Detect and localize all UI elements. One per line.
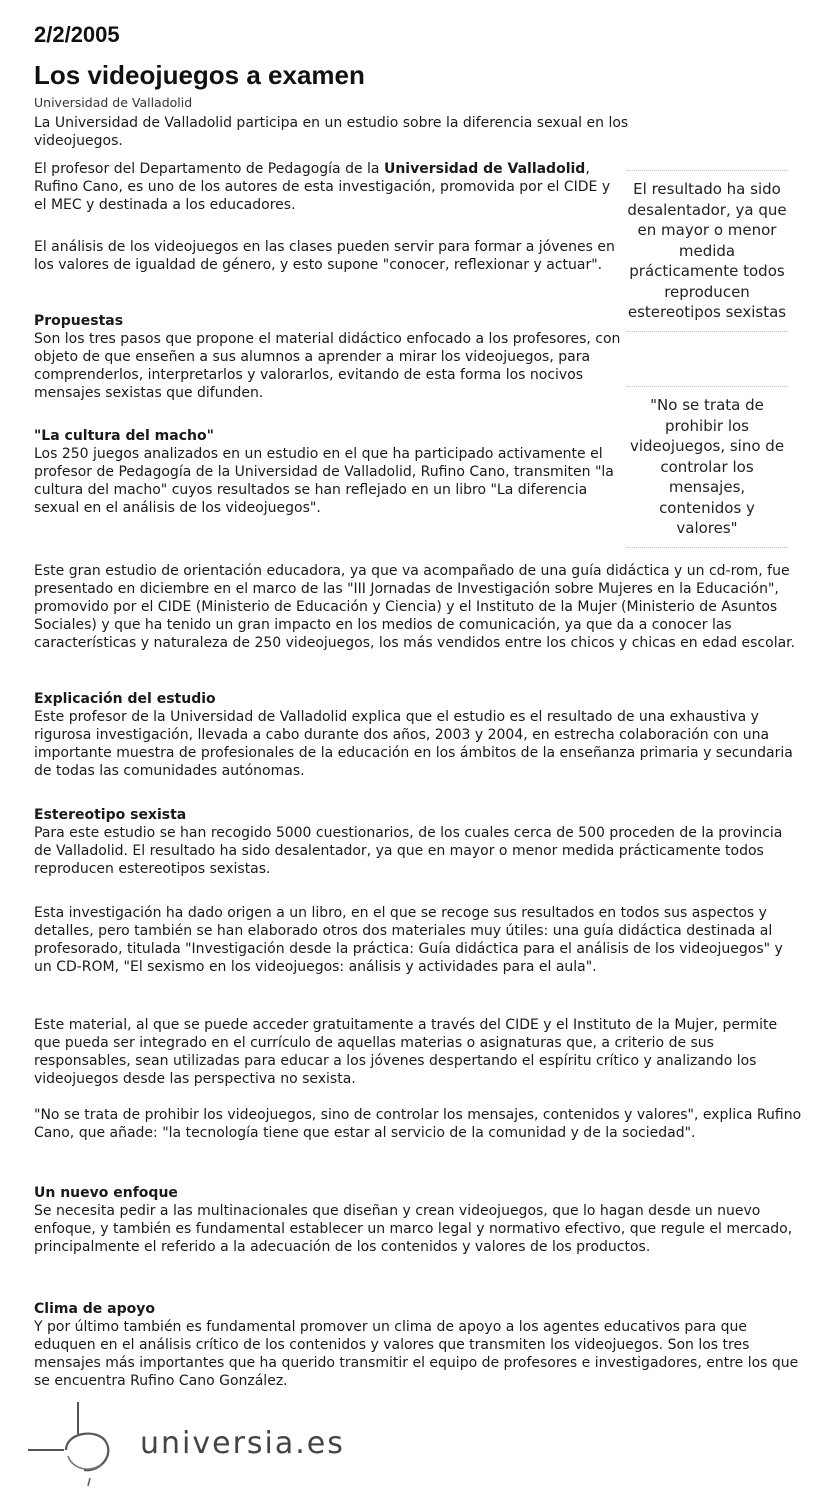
section-heading: Clima de apoyo bbox=[34, 1301, 156, 1317]
section-nuevo-enfoque bbox=[34, 1184, 804, 1256]
section-heading: Estereotipo sexista bbox=[34, 807, 187, 823]
intro-text-end: , Rufino Cano, es uno de los autores de esta investigación, promovida por el CIDE y el MEC y destinada a los educadores. bbox=[34, 161, 611, 213]
universia-logo-text: universia.es bbox=[140, 1426, 345, 1461]
quote-paragraph: "No se trata de prohibir los videojuegos, sino de controlar los mensajes, contenidos y valores", explica Rufino Cano, que añade: "la tecnología tiene que estar al servicio de la comunidad y de la sociedad". bbox=[34, 1107, 802, 1141]
section-heading: Un nuevo enfoque bbox=[34, 1185, 178, 1201]
article-lead: La Universidad de Valladolid participa en un estudio sobre la diferencia sexual en los videojuegos. bbox=[34, 115, 629, 149]
section-heading: "La cultura del macho" bbox=[34, 428, 214, 444]
article-date: 2/2/2005 bbox=[34, 22, 120, 47]
section-heading: Propuestas bbox=[34, 313, 124, 329]
section-explicacion bbox=[34, 690, 804, 780]
section-body: Los 250 juegos analizados en un estudio en el que ha participado activamente el profesor de Pedagogía de la Universidad de Valladolid, Rufino Cano, transmiten "la cultura del macho" cuyos resultados se han reflejado en un libro "La diferencia sexual en el análisis de los videojuegos". bbox=[34, 446, 614, 516]
article-source: Universidad de Valladolid bbox=[34, 95, 193, 110]
study-paragraph: Este gran estudio de orientación educadora, ya que va acompañado de una guía didáctica y un cd-rom, fue presentado en diciembre en el marco de las "III Jornadas de Investigación sobre Mujeres en la Educación", promovido por el CIDE (Ministerio de Educación y Ciencia) y el Instituto de la Mujer (Ministerio de Asuntos Sociales) y que ha tenido un gran impacto en los medios de comunicación, ya que da a conocer las características y naturaleza de 250 videojuegos, los más vendidos entre los chicos y chicas en edad escolar. bbox=[34, 563, 796, 651]
section-heading: Explicación del estudio bbox=[34, 691, 216, 707]
section-estereotipo bbox=[34, 806, 804, 878]
intro-university-bold: Universidad de Valladolid bbox=[383, 161, 586, 177]
section-body: Y por último también es fundamental promover un clima de apoyo a los agentes educativos para que eduquen en el análisis crítico de los contenidos y valores que transmiten los videojuegos. Son los tres mensajes más importantes que ha querido transmitir el equipo de profesores e investigadores, entre los que se encuentra Rufino Cano González. bbox=[34, 1319, 799, 1389]
pullquote: El resultado ha sido desalentador, ya que en mayor o menor medida prácticamente todos reproducen estereotipos sexistas bbox=[627, 170, 787, 332]
section-cultura-del-macho bbox=[34, 427, 624, 517]
section-propuestas bbox=[34, 312, 624, 402]
section-body: Se necesita pedir a las multinacionales que diseñan y crean videojuegos, que lo hagan desde un nuevo enfoque, y también es fundamental establecer un marco legal y normativo efectivo, que regule el mercado, principalmente el referido a la adecuación de los contenidos y valores de los productos. bbox=[34, 1203, 793, 1255]
pullquote: "No se trata de prohibir los videojuegos, sino de controlar los mensajes, contenidos y valores" bbox=[627, 386, 787, 548]
universia-logo bbox=[28, 1398, 348, 1488]
intro-text-start: El profesor del Departamento de Pedagogía de la bbox=[34, 161, 384, 177]
section-body: Son los tres pasos que propone el material didáctico enfocado a los profesores, con objeto de que enseñen a sus alumnos a aprender a mirar los videojuegos, para comprenderlos, interpretarlos y valorarlos, evitando de esta forma los nocivos mensajes sexistas que difunden. bbox=[34, 331, 621, 401]
section-body: Para este estudio se han recogido 5000 cuestionarios, de los cuales cerca de 500 proceden de la provincia de Valladolid. El resultado ha sido desalentador, ya que en mayor o menor medida prácticamente todos reproducen estereotipos sexistas. bbox=[34, 825, 783, 877]
article-title: Los videojuegos a examen bbox=[34, 60, 365, 90]
analysis-paragraph: El análisis de los videojuegos en las clases pueden servir para formar a jóvenes en los valores de igualdad de género, y esto supone "conocer, reflexionar y actuar". bbox=[34, 239, 615, 273]
material-paragraph: Este material, al que se puede acceder gratuitamente a través del CIDE y el Instituto de la Mujer, permite que pueda ser integrado en el currículo de aquellas materias o asignaturas que, a criterio de sus responsables, sean utilizadas para educar a los jóvenes despertando el espíritu crítico y analizando los videojuegos desde las perspectiva no sexista. bbox=[34, 1017, 778, 1087]
section-clima-de-apoyo bbox=[34, 1300, 804, 1390]
intro-paragraph bbox=[34, 160, 624, 214]
section-body: Este profesor de la Universidad de Valladolid explica que el estudio es el resultado de una exhaustiva y rigurosa investigación, llevada a cabo durante dos años, 2003 y 2004, en estrecha colaboración con una importante muestra de profesionales de la educación en los ámbitos de la enseñanza primaria y secundaria de todas las comunidades autónomas. bbox=[34, 709, 793, 779]
book-paragraph: Esta investigación ha dado origen a un libro, en el que se recoge sus resultados en todos sus aspectos y detalles, pero también se han elaborado otros dos materiales muy útiles: una guía didáctica destinada al profesorado, titulada "Investigación desde la práctica: Guía didáctica para el análisis de los videojuegos" y un CD-ROM, "El sexismo en los videojuegos: análisis y actividades para el aula". bbox=[34, 905, 783, 975]
universia-logo-icon bbox=[28, 1398, 138, 1488]
